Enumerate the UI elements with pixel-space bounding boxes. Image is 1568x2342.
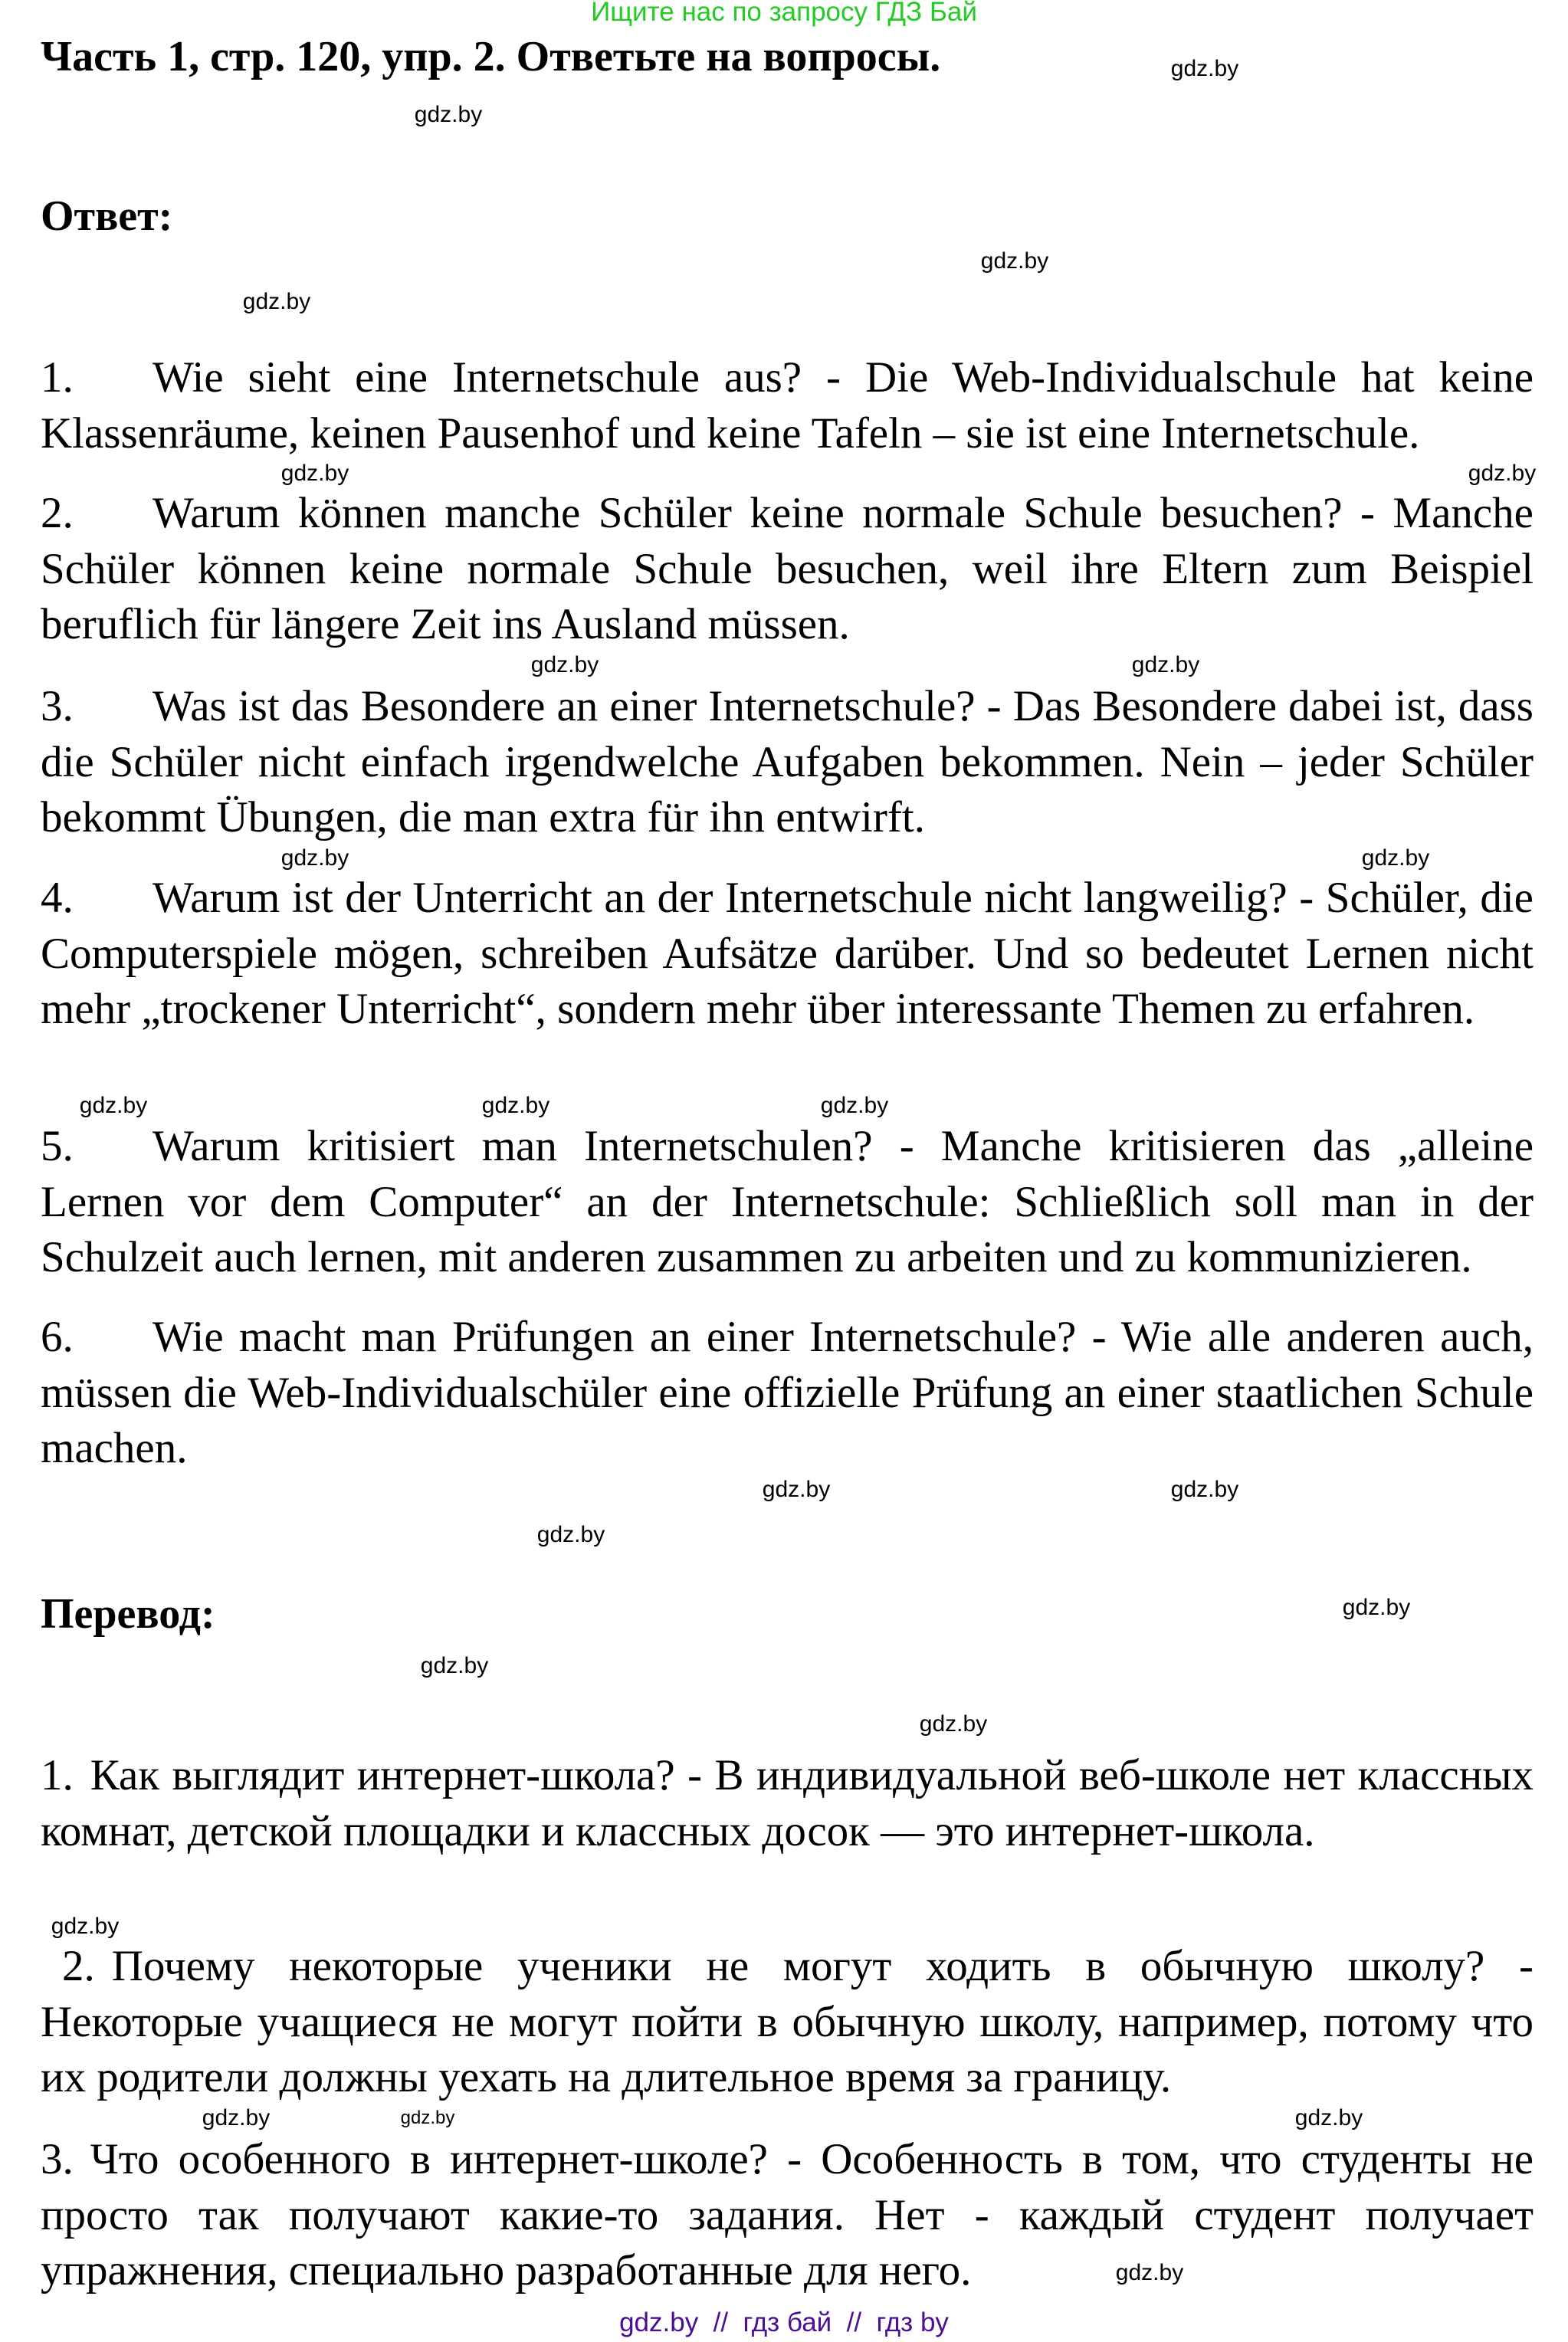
answer-text: Was ist das Besondere an einer Internetschule? - Das Besondere dabei ist, dass die Schüler nicht einfach irgendwelche Aufgaben bekommen. Nein – jeder Schüler bekommt Übungen, die man extra für ihn entwirft. bbox=[41, 682, 1534, 841]
translation-text: Почему некоторые ученики не могут ходить в обычную школу? - Некоторые учащиеся не могут пойти в обычную школу, например, потому что их родители должны уехать на длительное время за границу. bbox=[41, 1942, 1534, 2101]
watermark: gdz.by bbox=[414, 102, 483, 127]
answer-text: Warum können manche Schüler keine normale Schule besuchen? - Manche Schüler können keine normale Schule besuchen, weil ihre Eltern zum Beispiel beruflich für längere Zeit ins Ausland müssen. bbox=[41, 489, 1534, 648]
watermark: gdz.by bbox=[242, 289, 311, 314]
watermark: gdz.by bbox=[820, 1093, 889, 1118]
watermark: gdz.by bbox=[919, 1711, 988, 1737]
watermark: gdz.by bbox=[202, 2105, 271, 2130]
translation-text: Как выглядит интернет-школа? - В индивидуальной веб-школе нет классных комнат, детской площадки и классных досок — это интернет-школа. bbox=[41, 1751, 1534, 1855]
translation-3 bbox=[41, 2132, 1534, 2299]
answer-number: 6. bbox=[41, 1313, 74, 1361]
watermark: gdz.by bbox=[400, 2107, 455, 2128]
translation-2 bbox=[41, 1939, 1534, 2106]
watermark: gdz.by bbox=[1170, 1477, 1239, 1502]
page-title: Часть 1, стр. 120, упр. 2. Ответьте на вопросы. bbox=[41, 33, 941, 80]
translation-text: Что особенного в интернет-школе? - Особенность в том, что студенты не просто так получают какие-то задания. Нет - каждый студент получает упражнения, специально разработанные для него. bbox=[41, 2135, 1534, 2294]
watermark: gdz.by bbox=[1115, 2260, 1184, 2285]
answer-text: Warum kritisiert man Internetschulen? - Manche kritisieren das „alleine Lernen vor dem Computer“ an der Internetschule: Schließlich soll man in der Schulzeit auch lernen, mit anderen zusammen zu arbeiten und zu kommunizieren. bbox=[41, 1122, 1534, 1281]
answer-4 bbox=[41, 871, 1534, 1038]
translation-heading: Перевод: bbox=[41, 1590, 215, 1638]
watermark: gdz.by bbox=[1361, 845, 1430, 871]
watermark: gdz.by bbox=[79, 1093, 148, 1118]
translation-number: 2. bbox=[62, 1942, 95, 1990]
watermark: gdz.by bbox=[1468, 461, 1537, 486]
translation-number: 3. bbox=[41, 2135, 74, 2183]
answer-number: 3. bbox=[41, 682, 74, 730]
answer-text: Wie macht man Prüfungen an einer Internetschule? - Wie alle anderen auch, müssen die Web-Individualschüler eine offizielle Prüfung an einer staatlichen Schule machen. bbox=[41, 1313, 1534, 1472]
watermark: gdz.by bbox=[420, 1653, 489, 1678]
answer-6 bbox=[41, 1310, 1534, 1477]
search-banner: Ищите нас по запросу ГДЗ Бай bbox=[591, 0, 977, 27]
answer-number: 5. bbox=[41, 1122, 74, 1170]
answer-heading: Ответ: bbox=[41, 192, 173, 240]
watermark: gdz.by bbox=[1294, 2105, 1363, 2130]
answer-number: 1. bbox=[41, 353, 74, 402]
watermark: gdz.by bbox=[280, 845, 349, 871]
watermark: gdz.by bbox=[980, 248, 1049, 274]
watermark: gdz.by bbox=[1342, 1595, 1411, 1620]
watermark: gdz.by bbox=[51, 1914, 120, 1939]
watermark: gdz.by bbox=[1131, 652, 1200, 677]
watermark: gdz.by bbox=[1170, 56, 1239, 81]
answer-text: Wie sieht eine Internetschule aus? - Die Web-Individualschule hat keine Klassenräume, keinen Pausenhof und keine Tafeln – sie ist eine Internetschule. bbox=[41, 353, 1534, 458]
watermark: gdz.by bbox=[530, 652, 599, 677]
watermark: gdz.by bbox=[481, 1093, 550, 1118]
watermark: gdz.by bbox=[762, 1477, 831, 1502]
answer-number: 4. bbox=[41, 874, 74, 922]
footer-links[interactable]: gdz.by // гдз бай // гдз by bbox=[619, 2308, 949, 2337]
answer-5 bbox=[41, 1119, 1534, 1286]
answer-1 bbox=[41, 350, 1534, 461]
answer-number: 2. bbox=[41, 489, 74, 537]
answer-2 bbox=[41, 486, 1534, 653]
answer-text: Warum ist der Unterricht an der Internetschule nicht langweilig? - Schüler, die Computerspiele mögen, schreiben Aufsätze darüber. Und so bedeutet Lernen nicht mehr „trockener Unterricht“, sondern mehr über interessante Themen zu erfahren. bbox=[41, 874, 1534, 1033]
watermark: gdz.by bbox=[536, 1522, 605, 1547]
answer-3 bbox=[41, 679, 1534, 846]
translation-1 bbox=[41, 1748, 1534, 1859]
translation-number: 1. bbox=[41, 1751, 74, 1799]
watermark: gdz.by bbox=[280, 461, 349, 486]
